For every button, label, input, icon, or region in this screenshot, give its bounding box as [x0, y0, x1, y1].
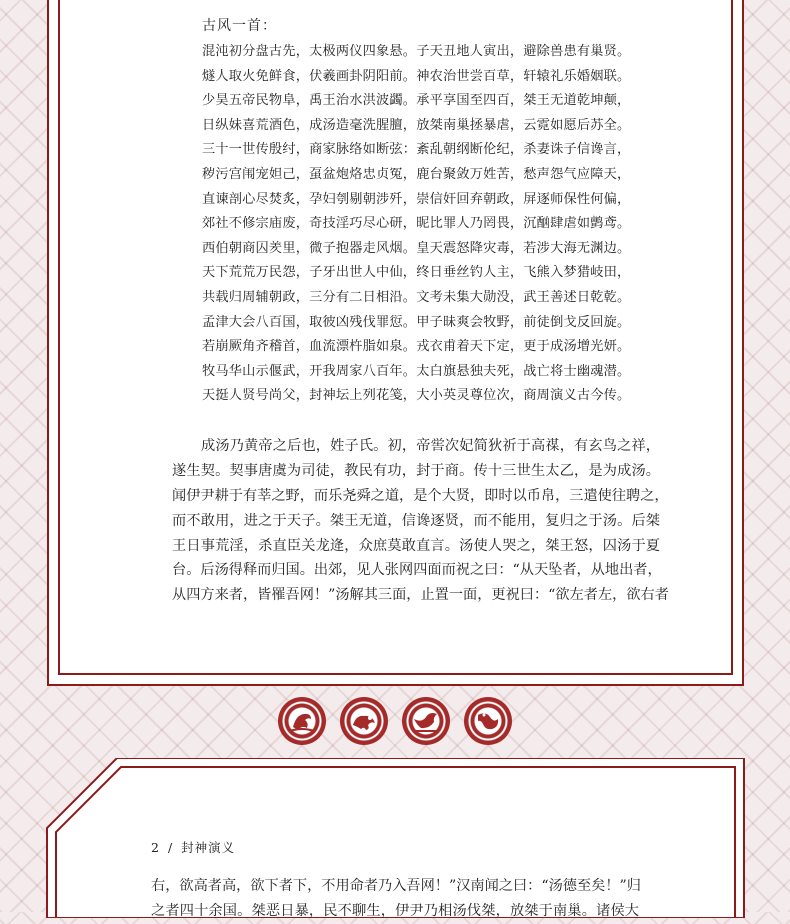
prose-line: 台。后汤得释而归国。出郊，见人张网四面而祝之曰：“从天坠者，从地出者， — [172, 562, 662, 579]
poem-title: 古风一首： — [202, 18, 277, 34]
poem-line: 秽污宫闱宠妲己，虿盆炮烙忠贞冤，鹿台聚敛万姓苦，愁声怨气应障天， — [202, 166, 631, 182]
poem-block — [202, 14, 672, 409]
page2-text — [151, 874, 639, 924]
book-title: 封神演义 — [181, 840, 236, 855]
poem-line: 牧马华山示偃武，开我周家八百年。太白旗悬独夫死，战亡将士幽魂潜。 — [202, 363, 631, 379]
seal-row — [276, 697, 516, 747]
poem-line: 少昊五帝民物阜，禹王治水洪波蠲。承平享国至四百，桀王无道乾坤颠， — [202, 93, 631, 109]
poem-line: 天挺人贤号尚父，封神坛上列花笺，大小英灵尊位次，商周演义古今传。 — [202, 388, 631, 404]
poem-line: 日纵妹喜荒酒色，成汤造毫洗腥膻，放桀南巢拯暴虐，云霓如愿后苏全。 — [202, 117, 631, 133]
prose-line: 闻伊尹耕于有莘之野，而乐尧舜之道，是个大贤，即时以币帛，三遣使往聘之， — [172, 487, 669, 504]
poem-line: 西伯朝商囚羑里，微子抱器走风烟。皇天震怒降灾毒，若涉大海无渊边。 — [202, 240, 631, 256]
prose-line: 王日事荒淫，杀直臣关龙逄，众庶莫敢直言。汤使人哭之，桀王怒，囚汤于夏 — [172, 537, 660, 554]
page-frame-inner — [58, 0, 733, 675]
poem-line: 天下荒荒万民怨，子牙出世人中仙，终日垂丝钓人主，飞熊入梦猎岐田， — [202, 265, 631, 281]
page-frame-top — [47, 0, 744, 686]
dragon-seal-icon — [464, 697, 512, 745]
running-header — [151, 838, 235, 856]
phoenix-seal-icon — [278, 697, 326, 745]
prose-line: 成汤乃黄帝之后也，姓子氏。初，帝喾次妃简狄祈于高禖，有玄鸟之祥， — [201, 438, 660, 454]
prose-line: 之者四十余国。桀恶日暴，民不聊生，伊尹乃相汤伐桀，放桀于南巢。诸侯大 — [151, 902, 639, 919]
page-number: 2 — [151, 840, 160, 855]
poem-line: 孟津大会八百国，取彼凶残伐罪愆。甲子昧爽会牧野，前徒倒戈反回旋。 — [202, 314, 631, 330]
poem-line: 混沌初分盘古先，太极两仪四象悬。子天丑地人寅出，避除兽患有巢贤。 — [202, 44, 631, 59]
prose-block — [172, 434, 669, 608]
poem-line: 燧人取火免鲜食，伏羲画卦阴阳前。神农治世尝百草，轩辕礼乐婚姻联。 — [202, 68, 631, 84]
poem-line: 若崩厥角齐稽首，血流漂杵脂如泉。戎衣甫着天下定，更于成汤增光妍。 — [202, 339, 631, 355]
prose-line: 遂生契。契事唐虞为司徒，教民有功，封于商。传十三世生太乙，是为成汤。 — [172, 462, 660, 479]
bird-seal-icon — [402, 697, 450, 745]
poem-line: 共载归周辅朝政，三分有二日相沿。文考未集大勋没，武王善述日乾乾。 — [202, 289, 631, 305]
header-separator: / — [167, 840, 174, 855]
poem-line: 三十一世传殷纣，商家脉络如断弦：紊乱朝纲断伦纪，杀妻诛子信谗言， — [202, 142, 631, 158]
poem-line: 郊社不修宗庙废，奇技淫巧尽心研，昵比罪人乃罔畏，沉酗肆虐如鹯鸢。 — [202, 216, 631, 232]
prose-line: 从四方来者，皆罹吾网！”汤解其三面，止置一面，更祝曰：“欲左者左，欲右者 — [172, 587, 669, 604]
poem-line: 直谏剖心尽焚炙，孕妇刳剔朝涉歼，崇信奸回弃朝政，屏逐师保性何偏， — [202, 191, 631, 207]
prose-line: 而不敢用，进之于天子。桀王无道，信谗逐贤，而不能用，复归之于汤。后桀 — [172, 512, 660, 529]
beast-seal-icon — [340, 697, 388, 745]
prose-line: 右，欲高者高，欲下者下，不用命者乃入吾网！”汉南闻之曰：“汤德至矣！”归 — [151, 878, 641, 894]
